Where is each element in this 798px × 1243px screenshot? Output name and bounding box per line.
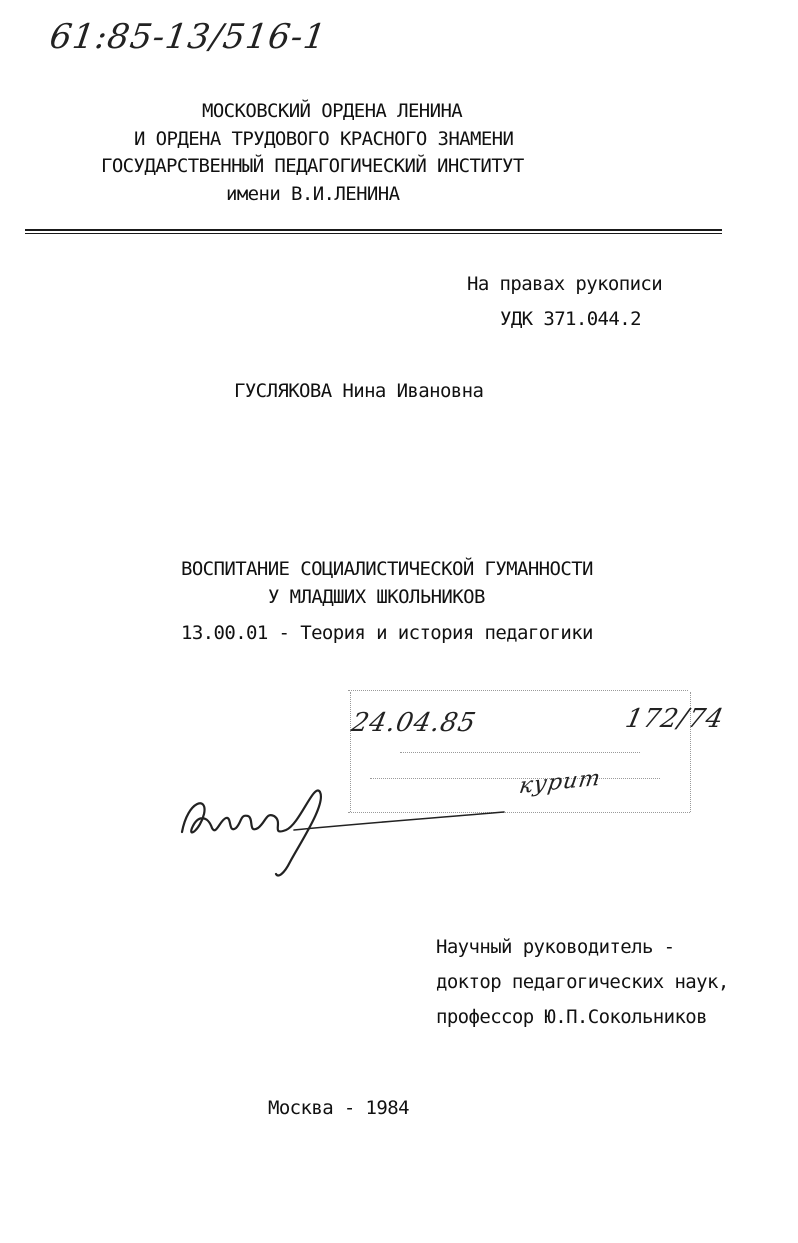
archive-number: 61:85-13/516-1 xyxy=(47,17,330,57)
city-year: Москва - 1984 xyxy=(268,1097,409,1119)
stamp-number: 172/74 xyxy=(622,704,727,734)
institution-line-3: ГОСУДАРСТВЕННЫЙ ПЕДАГОГИЧЕСКИЙ ИНСТИТУТ xyxy=(101,155,524,177)
stamp-inner-line-1 xyxy=(400,752,640,753)
supervisor-degree: доктор педагогических наук, xyxy=(436,971,729,993)
stamp-date: 24.04.85 xyxy=(348,708,479,738)
institution-line-4: имени В.И.ЛЕНИНА xyxy=(226,183,400,205)
stamp-signature-word: курит xyxy=(517,765,603,800)
stamp-border-top xyxy=(348,690,688,691)
supervisor-name: профессор Ю.П.Сокольников xyxy=(436,1006,707,1028)
signature xyxy=(174,770,514,880)
udc-code: УДК 371.044.2 xyxy=(500,308,641,330)
dissertation-title-line-1: ВОСПИТАНИЕ СОЦИАЛИСТИЧЕСКОЙ ГУМАННОСТИ xyxy=(181,558,593,580)
institution-line-2: И ОРДЕНА ТРУДОВОГО КРАСНОГО ЗНАМЕНИ xyxy=(134,128,514,150)
author-name: ГУСЛЯКОВА Нина Ивановна xyxy=(234,380,484,402)
manuscript-rights: На правах рукописи xyxy=(467,273,663,295)
header-divider-top xyxy=(25,229,722,231)
header-divider-bottom xyxy=(25,233,722,234)
institution-line-1: МОСКОВСКИЙ ОРДЕНА ЛЕНИНА xyxy=(202,100,463,122)
dissertation-title-line-2: У МЛАДШИХ ШКОЛЬНИКОВ xyxy=(268,586,485,608)
specialty: 13.00.01 - Теория и история педагогики xyxy=(181,622,593,644)
supervisor-role: Научный руководитель - xyxy=(436,936,675,958)
